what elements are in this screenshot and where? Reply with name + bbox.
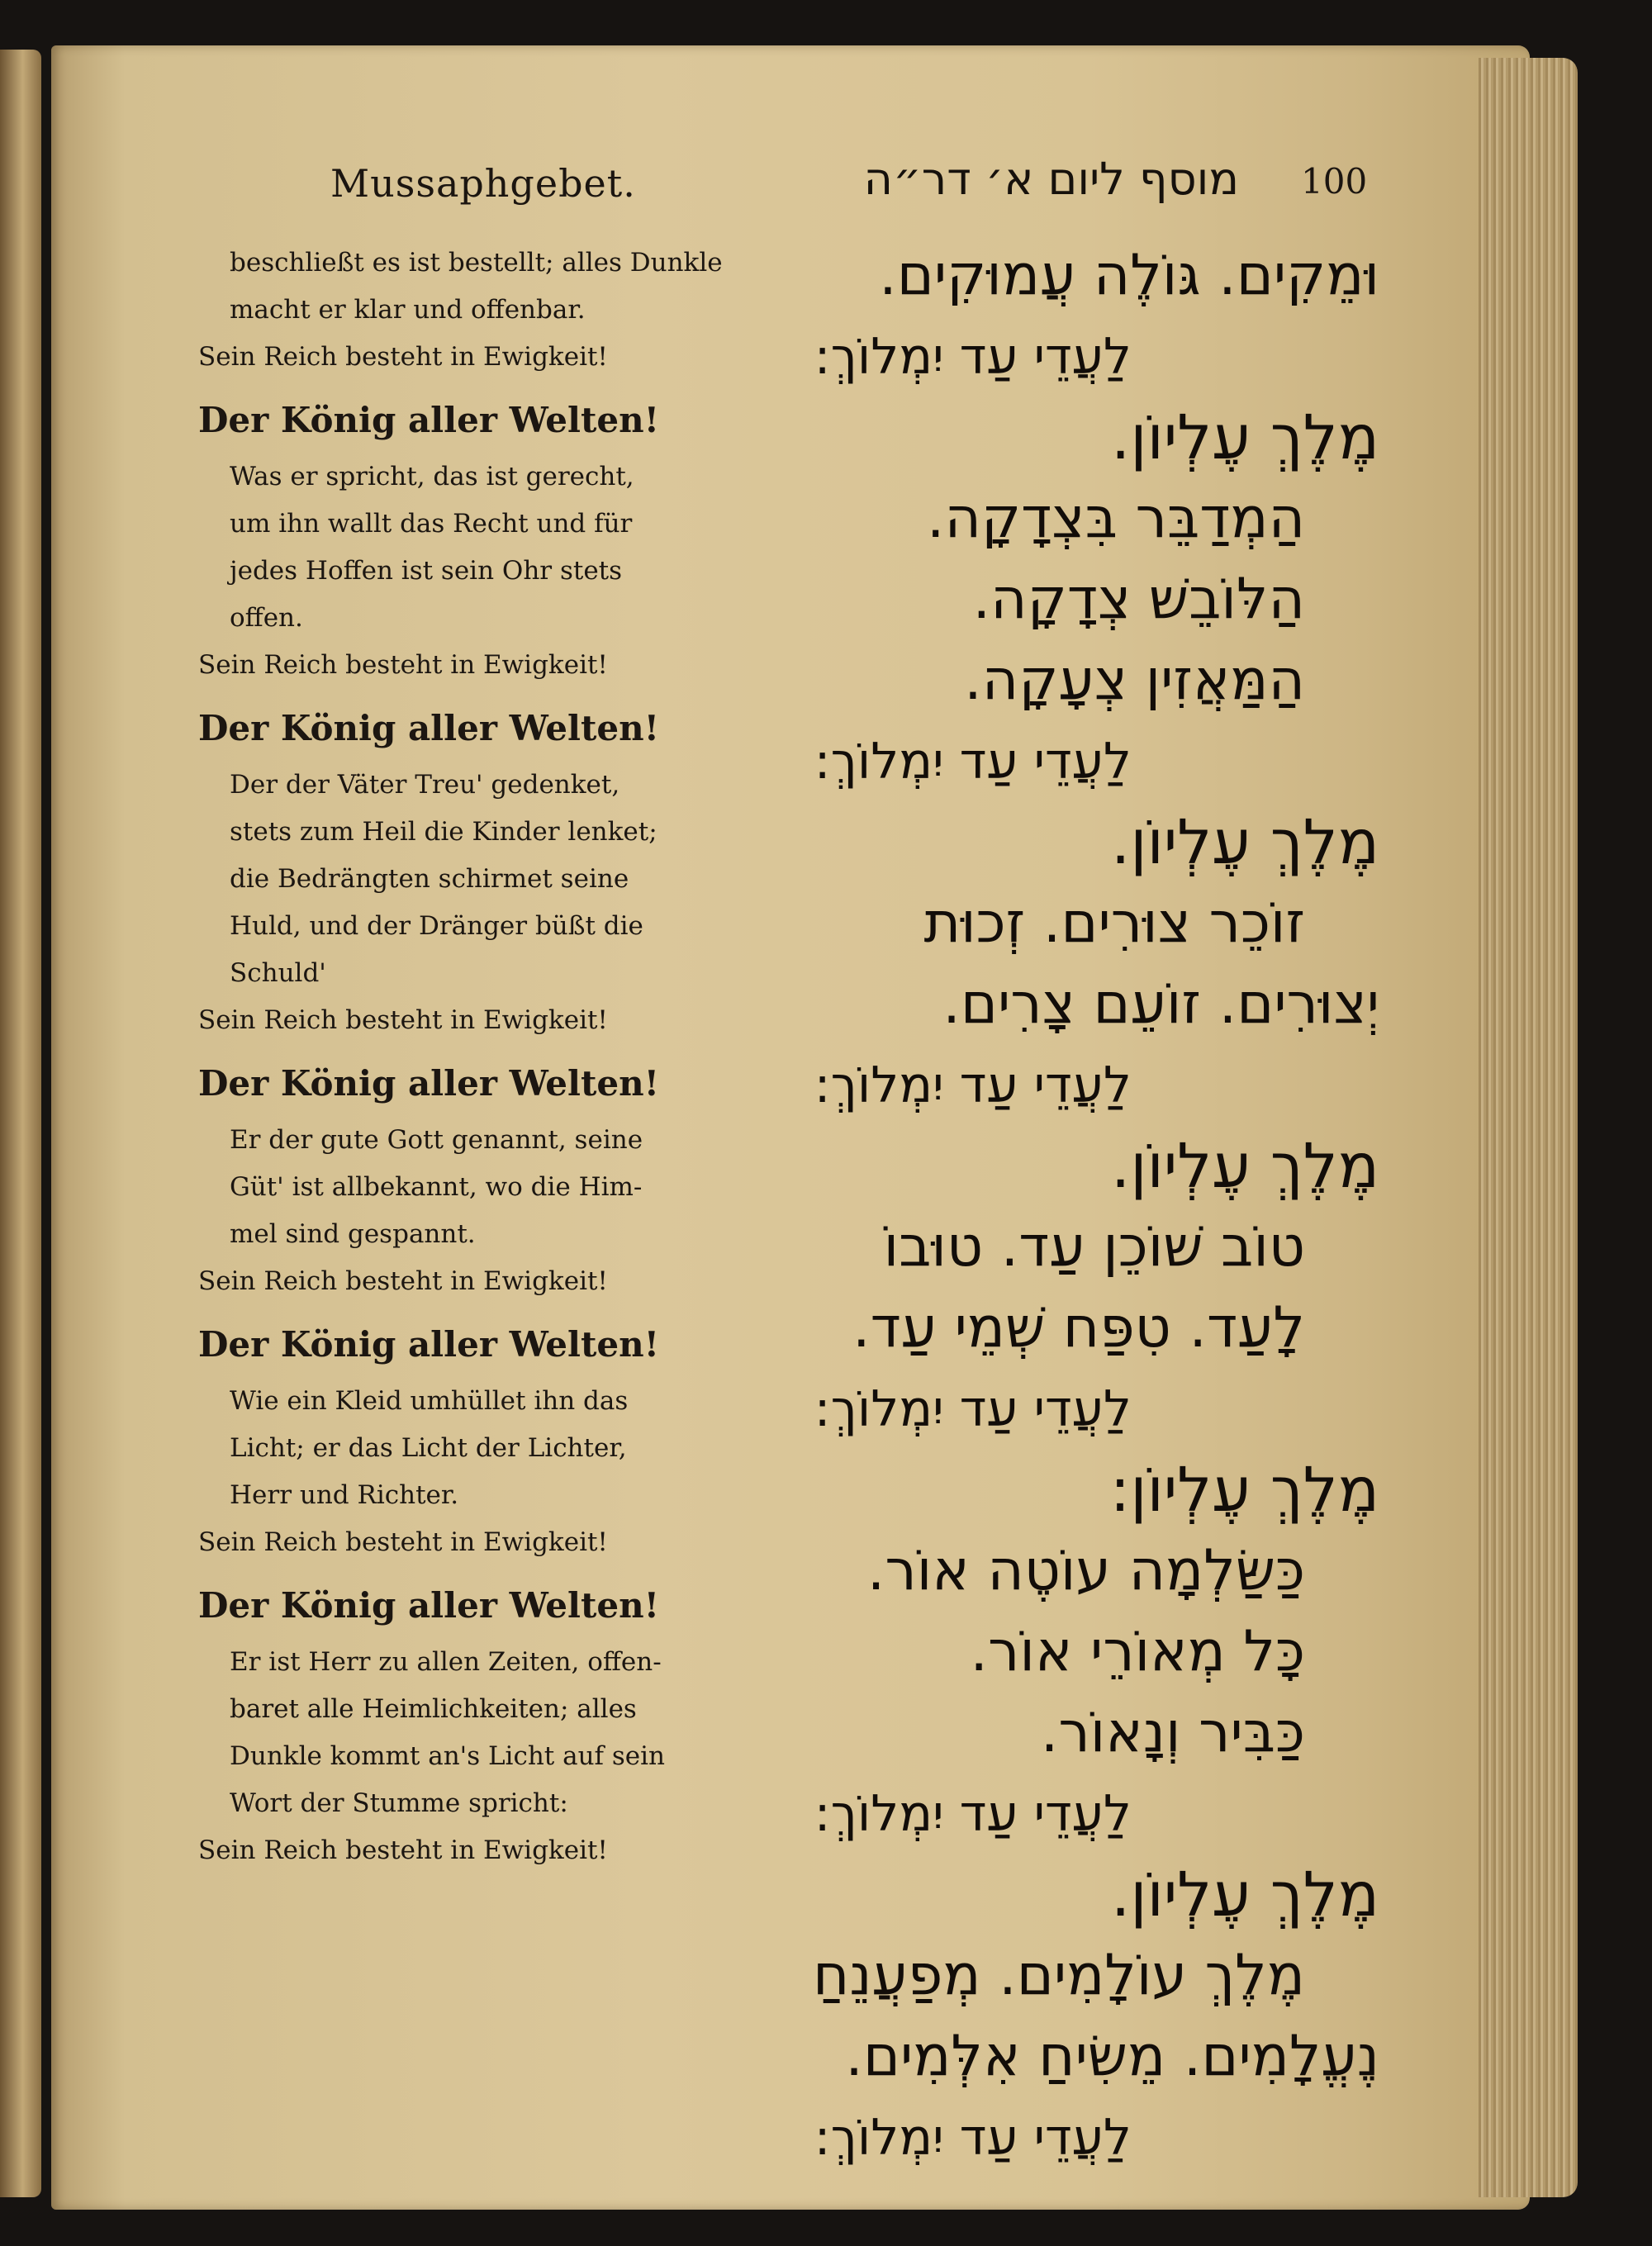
verse-line: Licht; er das Licht der Lichter, [230, 1433, 627, 1463]
refrain-line: Sein Reich besteht in Ewigkeit! [198, 1005, 608, 1035]
verse-line: Wie ein Kleid umhüllet ihn das [230, 1386, 629, 1416]
hebrew-refrain-line: לַעֲדֵי עַד יִמְלוֹךְ: [814, 733, 1132, 791]
hebrew-running-head: מוסף ליום א׳ דר״ה [863, 153, 1239, 205]
hebrew-verse-line: יְצוּרִים. זוֹעֵם צָרִים. [942, 971, 1379, 1037]
verse-line: Er der gute Gott genannt, seine [230, 1125, 643, 1155]
hebrew-verse-line: הַמְדַבֵּר בִּצְדָקָה. [926, 486, 1305, 551]
verse-line: Schuld' [230, 958, 326, 988]
hebrew-refrain-line: לַעֲדֵי עַד יִמְלוֹךְ: [814, 328, 1132, 386]
hebrew-verse-line: מֶלֶךְ עֶלְיוֹן: [1109, 1455, 1379, 1526]
hebrew-verse-line: מֶלֶךְ עֶלְיוֹן. [1110, 1859, 1379, 1930]
verse-line: Was er spricht, das ist gerecht, [230, 462, 634, 491]
verse-line: mel sind gespannt. [230, 1219, 476, 1249]
refrain-line: Sein Reich besteht in Ewigkeit! [198, 1266, 608, 1296]
verse-line: Huld, und der Dränger büßt die [230, 911, 643, 941]
hebrew-verse-line: טוֹב שׁוֹכֵן עַד. טוּבוֹ [883, 1214, 1305, 1280]
verse-line: offen. [230, 603, 303, 633]
hebrew-verse-line: מֶלֶךְ עֶלְיוֹן. [1110, 807, 1379, 878]
verse-line: Wort der Stumme spricht: [230, 1788, 568, 1818]
verse-line: stets zum Heil die Kinder lenket; [230, 817, 657, 847]
stanza-heading: Der König aller Welten! [198, 1585, 660, 1626]
hebrew-verse-line: נֶעֱלָמִים. מֵשִׂיחַ אִלְּמִים. [845, 2024, 1379, 2089]
facing-page-edge [0, 50, 41, 2197]
hebrew-verse-line: הַלּוֹבֵשׁ צְדָקָה. [972, 567, 1305, 632]
verse-line: Dunkle kommt an's Licht auf sein [230, 1741, 666, 1771]
hebrew-verse-line: מֶלֶךְ עֶלְיוֹן. [1110, 402, 1379, 473]
verse-line: jedes Hoffen ist sein Ohr stets [230, 556, 623, 586]
refrain-line: Sein Reich besteht in Ewigkeit! [198, 1527, 608, 1557]
page-number: 100 [1301, 161, 1368, 202]
stanza-heading: Der König aller Welten! [198, 1324, 660, 1365]
verse-line: Er ist Herr zu allen Zeiten, offen- [230, 1647, 662, 1677]
refrain-line: Sein Reich besteht in Ewigkeit! [198, 342, 608, 372]
hebrew-refrain-line: לַעֲדֵי עַד יִמְלוֹךְ: [814, 1380, 1132, 1438]
running-head: Mussaphgebet. [330, 161, 636, 206]
verse-line: Der der Väter Treu' gedenket, [230, 770, 620, 800]
verse-line: beschließt es ist bestellt; alles Dunkle [230, 248, 723, 278]
hebrew-verse-line: זוֹכֵר צוּרִים. זְכוּת [923, 890, 1305, 956]
stanza-heading: Der König aller Welten! [198, 400, 660, 440]
hebrew-refrain-line: לַעֲדֵי עַד יִמְלוֹךְ: [814, 1785, 1132, 1843]
hebrew-verse-line: מֶלֶךְ עוֹלָמִים. מְפַעֲנֵחַ [813, 1943, 1305, 2008]
verse-line: Güt' ist allbekannt, wo die Him- [230, 1172, 643, 1202]
hebrew-refrain-line: לַעֲדֵי עַד יִמְלוֹךְ: [814, 2109, 1132, 2167]
refrain-line: Sein Reich besteht in Ewigkeit! [198, 650, 608, 680]
verse-line: macht er klar und offenbar. [230, 295, 586, 325]
refrain-line: Sein Reich besteht in Ewigkeit! [198, 1835, 608, 1865]
verse-line: Herr und Richter. [230, 1480, 459, 1510]
verse-line: baret alle Heimlichkeiten; alles [230, 1694, 637, 1724]
stanza-heading: Der König aller Welten! [198, 1063, 660, 1104]
page-block-edge [1479, 58, 1578, 2197]
hebrew-verse-line: לָעַד. טִפַּח שְׁמֵי עַד. [852, 1295, 1305, 1360]
hebrew-verse-line: כַּשַּׂלְמָה עוֹטֶה אוֹר. [866, 1538, 1305, 1603]
verse-line: um ihn wallt das Recht und für [230, 509, 633, 539]
stanza-heading: Der König aller Welten! [198, 708, 660, 748]
hebrew-verse-line: וּמֵקִים. גּוֹלֶה עֲמוּקִים. [879, 243, 1379, 308]
hebrew-text-column [727, 235, 1379, 2178]
verse-line: die Bedrängten schirmet seine [230, 864, 629, 894]
hebrew-verse-line: הַמַּאֲזִין צְעָקָה. [964, 648, 1305, 713]
hebrew-verse-line: מֶלֶךְ עֶלְיוֹן. [1110, 1131, 1379, 1202]
hebrew-verse-line: כַּבִּיר וְנָאוֹר. [1040, 1700, 1305, 1765]
hebrew-verse-line: כָּל מְאוֹרֵי אוֹר. [970, 1619, 1305, 1684]
hebrew-refrain-line: לַעֲדֵי עַד יִמְלוֹךְ: [814, 1057, 1132, 1114]
german-translation-column [190, 240, 723, 1874]
